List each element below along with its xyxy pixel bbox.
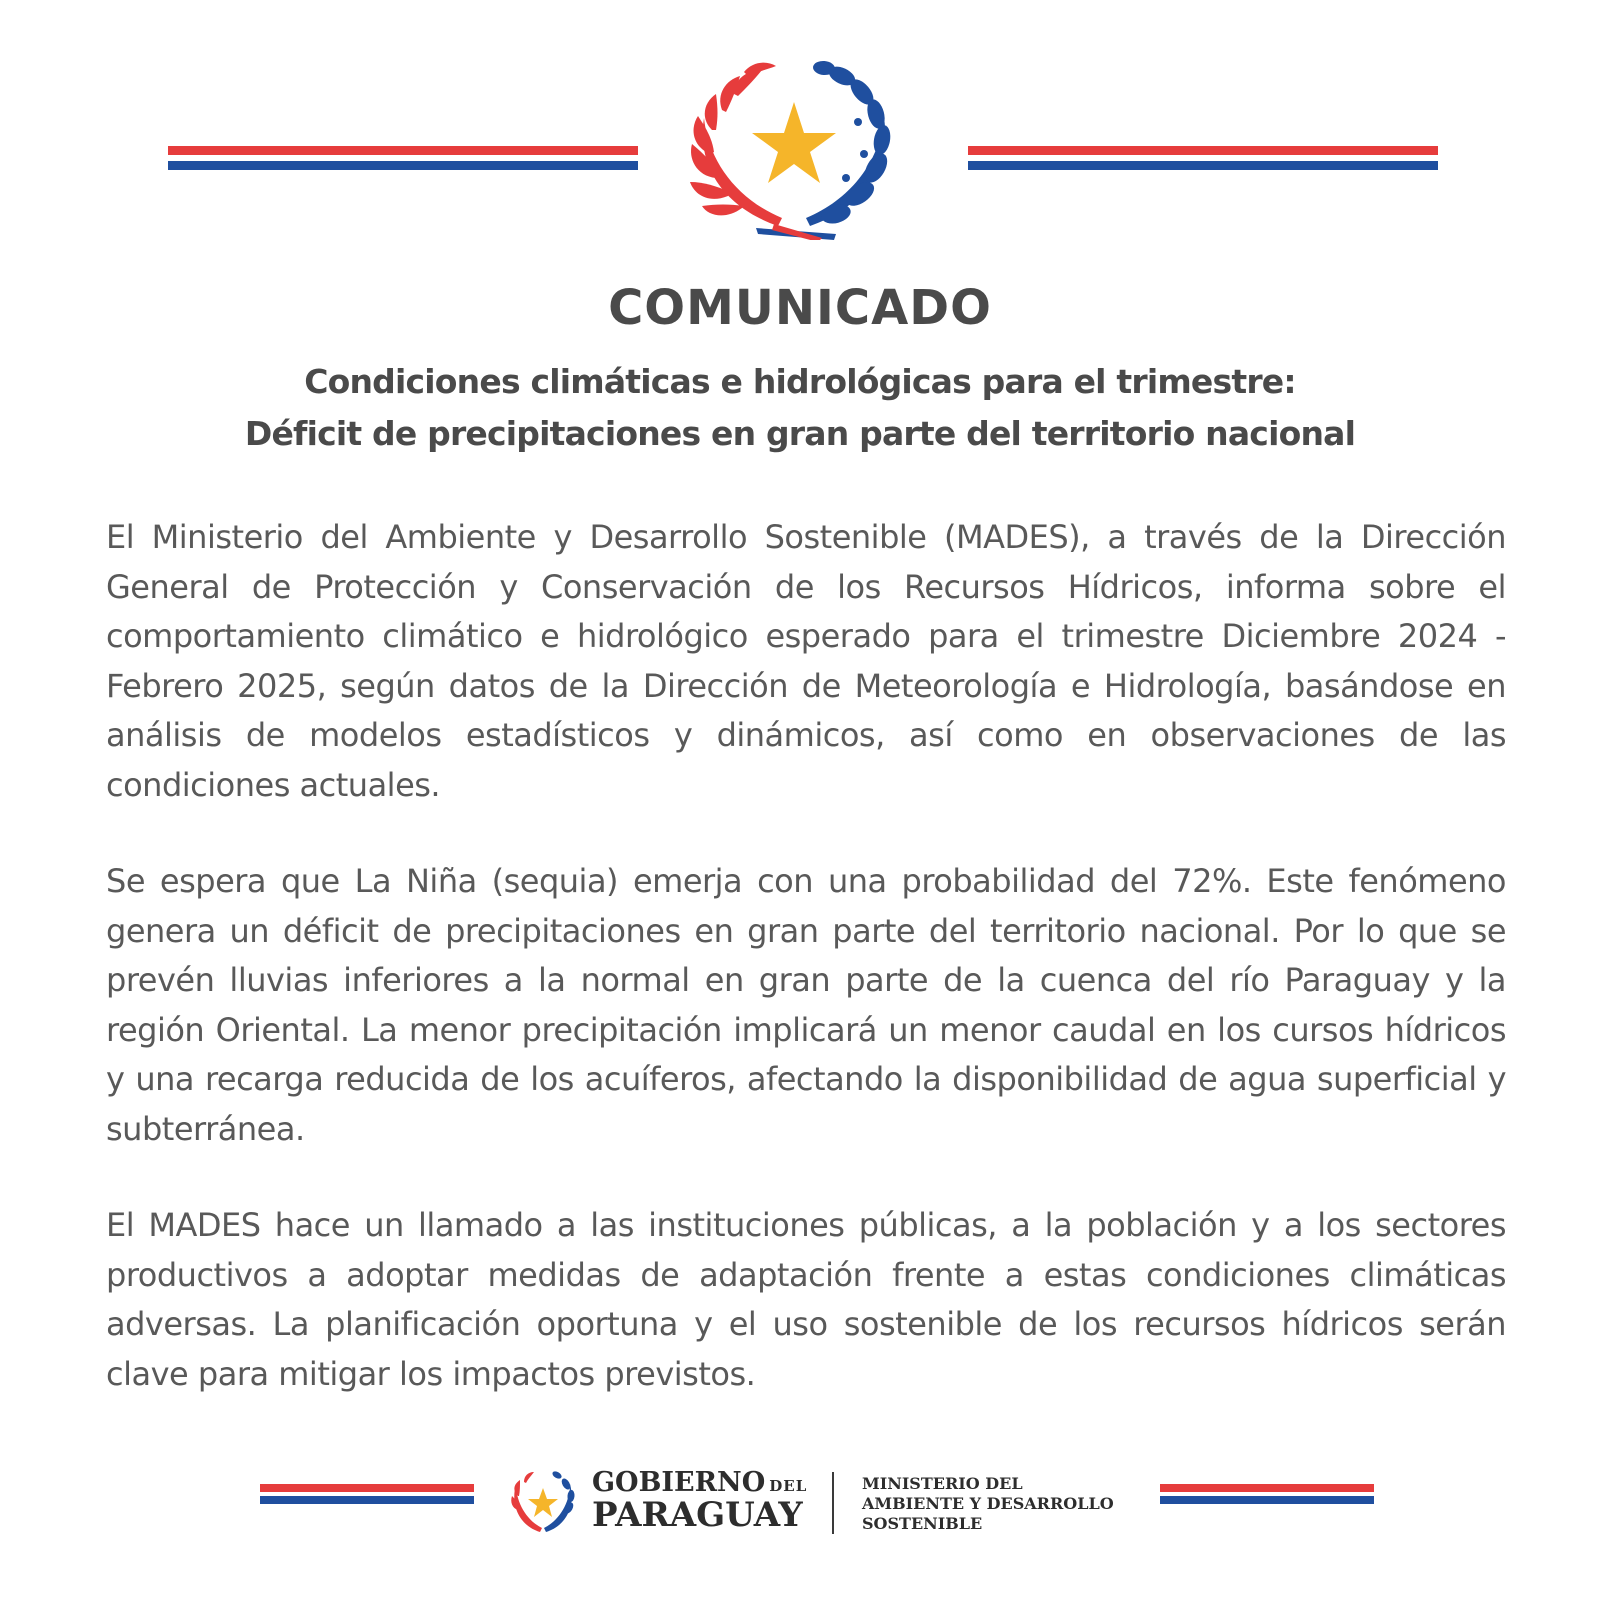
subtitle-line-2: Déficit de precipitaciones en gran parte del territorio nacional bbox=[244, 414, 1356, 453]
gobierno-paraguay-seal-icon bbox=[510, 1466, 576, 1536]
ministry-name bbox=[862, 1474, 1114, 1534]
paraguay-seal-icon bbox=[686, 58, 902, 240]
gobierno-text: GOBIERNO bbox=[592, 1467, 766, 1498]
paraguay-text: PARAGUAY bbox=[592, 1495, 803, 1535]
header-stripe-left bbox=[168, 146, 638, 170]
subtitle-line-1: Condiciones climáticas e hidrológicas para el trimestre: bbox=[304, 362, 1296, 401]
del-text: DEL bbox=[769, 1477, 808, 1495]
government-name bbox=[592, 1467, 808, 1535]
ministry-line-1: MINISTERIO DEL bbox=[862, 1474, 1023, 1493]
page-subtitle bbox=[0, 356, 1600, 460]
government-name-line-1 bbox=[592, 1469, 807, 1496]
page-title: COMUNICADO bbox=[608, 280, 992, 336]
header-stripe-right bbox=[968, 146, 1438, 170]
footer-divider bbox=[832, 1472, 834, 1534]
ministry-line-3: SOSTENIBLE bbox=[862, 1514, 983, 1533]
paragraph-1: El Ministerio del Ambiente y Desarrollo Sostenible (MADES), a través de la Dirección General de Protección y Conservación de los Recursos Hídricos, informa sobre el comportamiento climático e hidrológico esperado para el trimestre Diciembre 2024 - Febrero 2025, según datos de la Dirección de Meteorología e Hidrología, basándose en análisis de modelos estadísticos y dinámicos, así como en observaciones de las condiciones actuales. bbox=[106, 518, 1506, 804]
footer-stripe-left bbox=[260, 1484, 474, 1504]
footer-stripe-right bbox=[1160, 1484, 1374, 1504]
ministry-line-2: AMBIENTE Y DESARROLLO bbox=[862, 1494, 1114, 1513]
paragraph-2: Se espera que La Niña (sequia) emerja con una probabilidad del 72%. Este fenómeno genera un déficit de precipitaciones en gran parte del territorio nacional. Por lo que se prevén lluvias inferiores a la normal en gran parte de la cuenca del río Paraguay y la región Oriental. La menor precipitación implicará un menor caudal en los cursos hídricos y una recarga reducida de los acuíferos, afectando la disponibilidad de agua superficial y subterránea. bbox=[106, 862, 1506, 1148]
paragraph-3: El MADES hace un llamado a las instituciones públicas, a la población y a los sectores productivos a adoptar medidas de adaptación frente a estas condiciones climáticas adversas. La planificación oportuna y el uso sostenible de los recursos hídricos serán clave para mitigar los impactos previstos. bbox=[106, 1206, 1506, 1393]
